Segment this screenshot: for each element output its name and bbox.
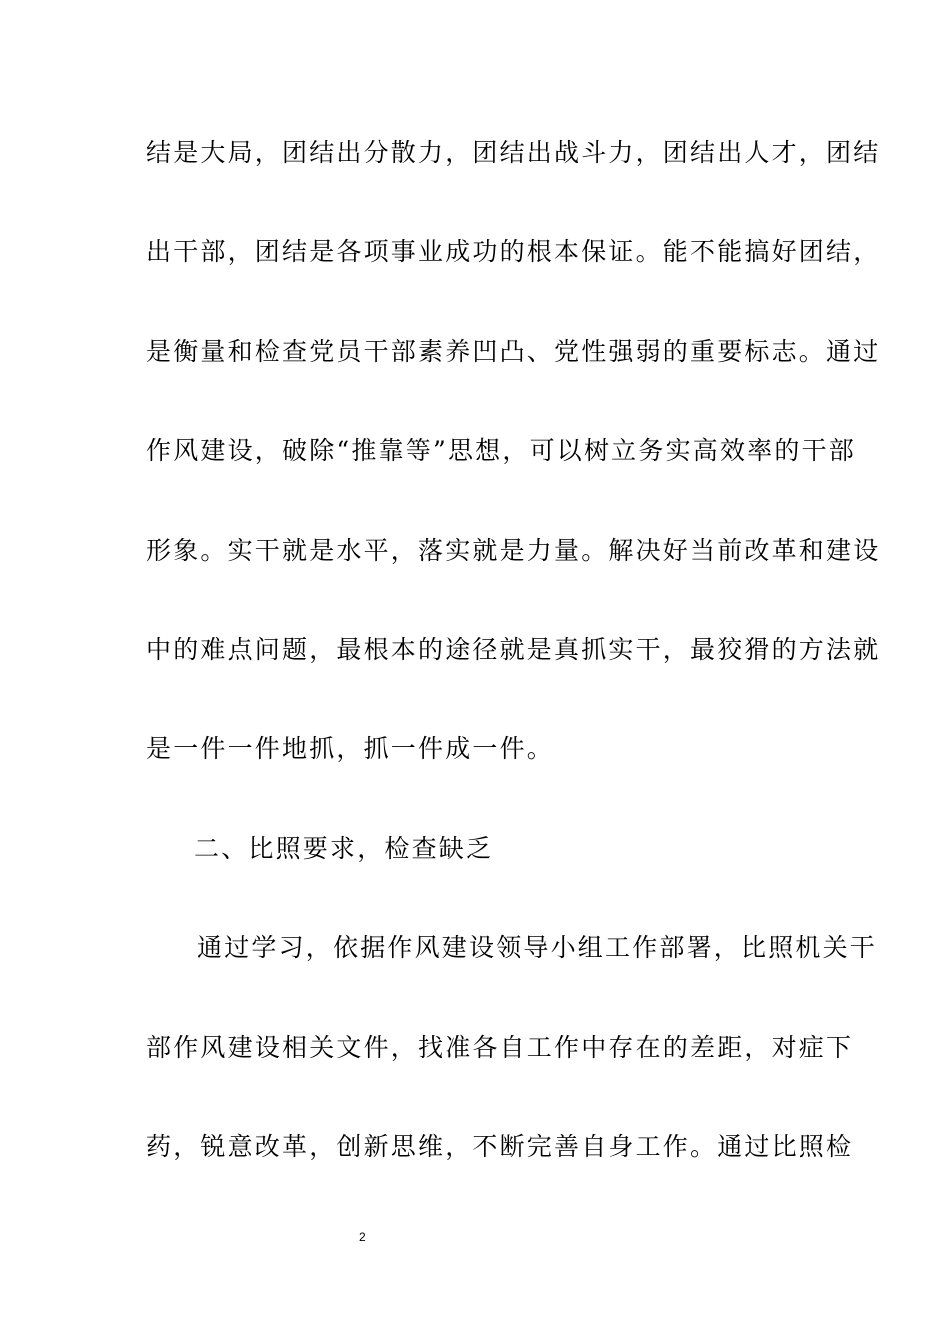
section-heading: 二、比照要求，检查缺乏 (194, 834, 494, 863)
body-text-line-2: 出干部，团结是各项事业成功的根本保证。能不能搞好团结， (146, 237, 881, 266)
body-text-line-3: 是衡量和检查党员干部素养凹凸、党性强弱的重要标志。通过 (146, 337, 881, 366)
paragraph2-line-2: 部作风建设相关文件，找准各自工作中存在的差距，对症下 (146, 1033, 854, 1062)
body-text-line-5: 形象。实干就是水平，落实就是力量。解决好当前改革和建设 (146, 536, 881, 565)
body-text-line-4: 作风建设，破除“推靠等”思想，可以树立务实高效率的干部 (146, 436, 856, 465)
paragraph2-line-3: 药，锐意改革，创新思维，不断完善自身工作。通过比照检 (146, 1132, 854, 1161)
body-text-line-6: 中的难点问题，最根本的途径就是真抓实干，最狡猾的方法就 (146, 635, 881, 664)
paragraph2-line-1: 通过学习，依据作风建设领导小组工作部署，比照机关干 (197, 933, 878, 962)
body-text-line-7: 是一件一件地抓，抓一件成一件。 (146, 734, 555, 763)
body-text-line-1: 结是大局，团结出分散力，团结出战斗力，团结出人才，团结 (146, 138, 881, 167)
page-number: 2 (359, 1230, 366, 1244)
